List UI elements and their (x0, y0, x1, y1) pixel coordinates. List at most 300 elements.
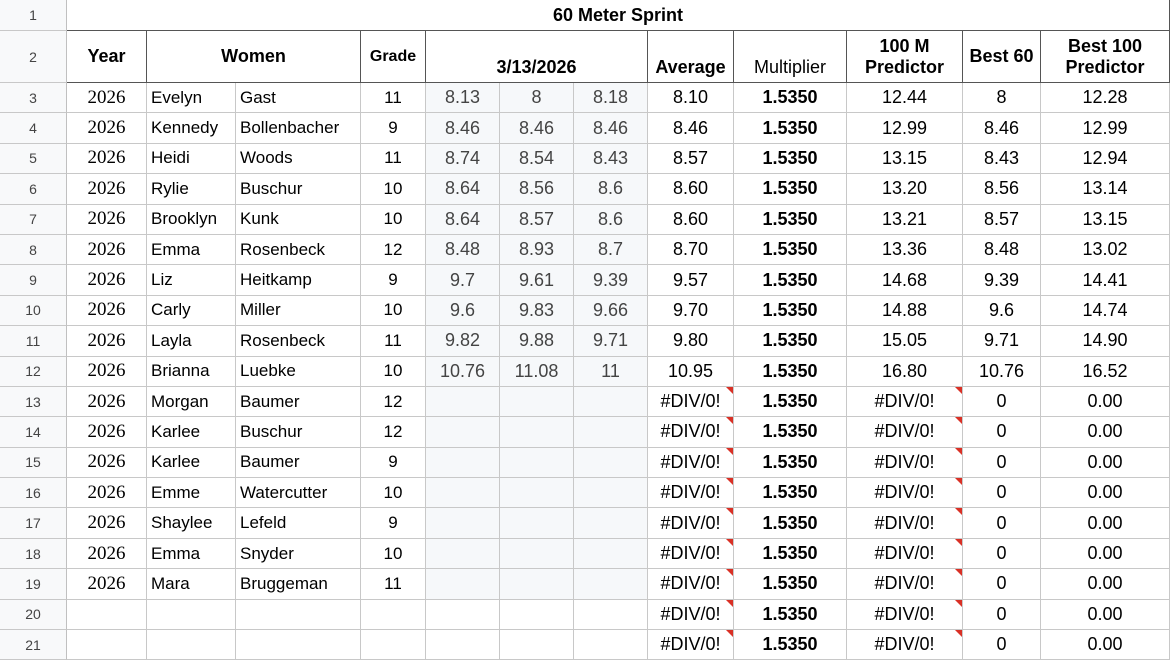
grade-cell[interactable] (361, 326, 426, 356)
first-name-cell[interactable] (147, 478, 236, 508)
trial-1-cell[interactable] (426, 205, 500, 235)
first-name-cell[interactable] (147, 600, 236, 630)
grade-cell[interactable] (361, 417, 426, 447)
multiplier-cell[interactable] (734, 600, 847, 630)
last-name-cell-value: Heitkamp (240, 270, 312, 290)
trial-3-cell[interactable] (574, 113, 648, 143)
first-name-cell[interactable] (147, 265, 236, 295)
grade-cell[interactable] (361, 387, 426, 417)
best-100-cell[interactable] (1041, 265, 1170, 295)
predictor-cell[interactable] (847, 113, 963, 143)
best-100-cell-value: 0.00 (1087, 512, 1123, 533)
multiplier-cell[interactable] (734, 357, 847, 387)
grade-cell[interactable] (361, 265, 426, 295)
predictor-cell[interactable] (847, 83, 963, 113)
predictor-cell[interactable] (847, 417, 963, 447)
first-name-cell[interactable] (147, 174, 236, 204)
error-flag-icon[interactable] (955, 539, 962, 546)
last-name-cell[interactable] (236, 539, 361, 569)
error-flag-icon[interactable] (726, 508, 733, 515)
last-name-cell[interactable] (236, 357, 361, 387)
average-cell[interactable] (648, 357, 734, 387)
trial-1-cell[interactable] (426, 539, 500, 569)
trial-1-cell[interactable] (426, 600, 500, 630)
average-cell[interactable] (648, 113, 734, 143)
row-header[interactable]: 17 (0, 508, 67, 538)
trial-3-cell[interactable] (574, 478, 648, 508)
predictor-cell[interactable] (847, 326, 963, 356)
trial-2-cell[interactable] (500, 630, 574, 660)
first-name-cell[interactable] (147, 235, 236, 265)
year-cell[interactable] (67, 600, 147, 630)
best-100-cell[interactable] (1041, 235, 1170, 265)
best-60-cell[interactable] (963, 357, 1041, 387)
multiplier-cell-value: 1.5350 (762, 269, 818, 290)
multiplier-cell[interactable] (734, 508, 847, 538)
first-name-cell[interactable] (147, 113, 236, 143)
trial-3-cell[interactable] (574, 235, 648, 265)
trial-2-cell[interactable] (500, 508, 574, 538)
year-cell[interactable] (67, 326, 147, 356)
year-cell-value: 2026 (87, 238, 126, 260)
row-header[interactable]: 1 (0, 0, 67, 31)
first-name-cell[interactable] (147, 387, 236, 417)
first-name-cell[interactable] (147, 539, 236, 569)
trial-2-cell[interactable] (500, 205, 574, 235)
average-cell[interactable] (648, 387, 734, 417)
error-flag-icon[interactable] (955, 508, 962, 515)
best-100-cell[interactable] (1041, 296, 1170, 326)
best-60-cell[interactable] (963, 144, 1041, 174)
best-60-cell-value: 0 (996, 603, 1007, 624)
trial-3-cell[interactable] (574, 83, 648, 113)
first-name-cell[interactable] (147, 630, 236, 660)
grade-cell-value: 9 (388, 118, 398, 138)
trial-3-cell[interactable] (574, 174, 648, 204)
year-cell[interactable] (67, 448, 147, 478)
multiplier-cell[interactable] (734, 235, 847, 265)
trial-3-cell[interactable] (574, 417, 648, 447)
row-header[interactable]: 12 (0, 357, 67, 387)
row-header[interactable]: 20 (0, 600, 67, 630)
best-100-cell[interactable] (1041, 478, 1170, 508)
header-women[interactable]: Women (147, 31, 361, 83)
multiplier-cell[interactable] (734, 265, 847, 295)
header-grade[interactable]: Grade (361, 31, 426, 83)
best-100-cell[interactable] (1041, 508, 1170, 538)
error-flag-icon[interactable] (955, 387, 962, 394)
predictor-cell[interactable] (847, 508, 963, 538)
best-60-cell[interactable] (963, 265, 1041, 295)
best-100-cell[interactable] (1041, 113, 1170, 143)
first-name-cell[interactable] (147, 448, 236, 478)
average-cell[interactable] (648, 448, 734, 478)
grade-cell[interactable] (361, 113, 426, 143)
trial-2-cell[interactable] (500, 265, 574, 295)
error-flag-icon[interactable] (955, 600, 962, 607)
best-100-cell[interactable] (1041, 174, 1170, 204)
trial-3-cell[interactable] (574, 600, 648, 630)
year-cell[interactable] (67, 235, 147, 265)
first-name-cell[interactable] (147, 417, 236, 447)
last-name-cell[interactable] (236, 569, 361, 599)
multiplier-cell[interactable] (734, 113, 847, 143)
best-100-cell[interactable] (1041, 569, 1170, 599)
trial-2-cell[interactable] (500, 539, 574, 569)
trial-1-cell[interactable] (426, 113, 500, 143)
predictor-cell[interactable] (847, 387, 963, 417)
predictor-cell[interactable] (847, 205, 963, 235)
trial-1-cell[interactable] (426, 265, 500, 295)
average-cell[interactable] (648, 235, 734, 265)
grade-cell[interactable] (361, 296, 426, 326)
row-header[interactable]: 2 (0, 31, 67, 83)
multiplier-cell[interactable] (734, 296, 847, 326)
error-flag-icon[interactable] (955, 569, 962, 576)
trial-2-cell-value: 9.83 (518, 299, 555, 320)
trial-3-cell[interactable] (574, 448, 648, 478)
last-name-cell[interactable] (236, 508, 361, 538)
error-flag-icon[interactable] (726, 478, 733, 485)
predictor-cell[interactable] (847, 265, 963, 295)
best-60-cell[interactable] (963, 417, 1041, 447)
grade-cell[interactable] (361, 448, 426, 478)
error-flag-icon[interactable] (726, 569, 733, 576)
first-name-cell[interactable] (147, 83, 236, 113)
best-100-cell[interactable] (1041, 144, 1170, 174)
last-name-cell[interactable] (236, 600, 361, 630)
year-cell[interactable] (67, 387, 147, 417)
average-cell[interactable] (648, 508, 734, 538)
average-cell-value: #DIV/0! (660, 634, 721, 655)
last-name-cell[interactable] (236, 448, 361, 478)
trial-1-cell[interactable] (426, 387, 500, 417)
trial-2-cell[interactable] (500, 83, 574, 113)
year-cell[interactable] (67, 539, 147, 569)
trial-1-cell[interactable] (426, 478, 500, 508)
average-cell[interactable] (648, 569, 734, 599)
row-header[interactable]: 18 (0, 539, 67, 569)
trial-2-cell[interactable] (500, 478, 574, 508)
best-60-cell[interactable] (963, 539, 1041, 569)
year-cell[interactable] (67, 113, 147, 143)
trial-2-cell[interactable] (500, 448, 574, 478)
error-flag-icon[interactable] (726, 387, 733, 394)
row-header[interactable]: 15 (0, 448, 67, 478)
multiplier-cell[interactable] (734, 417, 847, 447)
grade-cell[interactable] (361, 235, 426, 265)
trial-2-cell[interactable] (500, 235, 574, 265)
year-cell[interactable] (67, 508, 147, 538)
trial-2-cell[interactable] (500, 113, 574, 143)
predictor-cell[interactable] (847, 357, 963, 387)
error-flag-icon[interactable] (726, 448, 733, 455)
year-cell[interactable] (67, 265, 147, 295)
last-name-cell[interactable] (236, 387, 361, 417)
trial-2-cell[interactable] (500, 417, 574, 447)
average-cell[interactable] (648, 205, 734, 235)
header-average[interactable]: Average (648, 31, 734, 83)
last-name-cell[interactable] (236, 265, 361, 295)
multiplier-cell[interactable] (734, 144, 847, 174)
grade-cell[interactable] (361, 83, 426, 113)
last-name-cell-value: Woods (240, 148, 293, 168)
trial-1-cell[interactable] (426, 235, 500, 265)
trial-3-cell[interactable] (574, 357, 648, 387)
predictor-cell[interactable] (847, 478, 963, 508)
trial-2-cell[interactable] (500, 600, 574, 630)
best-60-cell[interactable] (963, 478, 1041, 508)
table-row (0, 357, 1170, 387)
grade-cell[interactable] (361, 569, 426, 599)
trial-2-cell[interactable] (500, 569, 574, 599)
error-flag-icon[interactable] (726, 630, 733, 637)
multiplier-cell[interactable] (734, 539, 847, 569)
last-name-cell[interactable] (236, 326, 361, 356)
year-cell[interactable] (67, 357, 147, 387)
header-date[interactable]: 3/13/2026 (426, 31, 648, 83)
last-name-cell[interactable] (236, 296, 361, 326)
trial-3-cell[interactable] (574, 296, 648, 326)
row-header[interactable]: 3 (0, 83, 67, 113)
average-cell[interactable] (648, 296, 734, 326)
first-name-cell[interactable] (147, 326, 236, 356)
row-header[interactable]: 7 (0, 205, 67, 235)
predictor-cell[interactable] (847, 144, 963, 174)
first-name-cell[interactable] (147, 569, 236, 599)
average-cell[interactable] (648, 144, 734, 174)
multiplier-cell-value: 1.5350 (762, 147, 818, 168)
average-cell[interactable] (648, 478, 734, 508)
best-100-cell[interactable] (1041, 630, 1170, 660)
trial-3-cell[interactable] (574, 569, 648, 599)
multiplier-cell[interactable] (734, 630, 847, 660)
trial-1-cell[interactable] (426, 326, 500, 356)
predictor-cell[interactable] (847, 174, 963, 204)
table-row (0, 539, 1170, 569)
row-header[interactable]: 5 (0, 144, 67, 174)
best-100-cell-value: 0.00 (1087, 391, 1123, 412)
best-100-cell[interactable] (1041, 205, 1170, 235)
best-60-cell[interactable] (963, 569, 1041, 599)
trial-1-cell[interactable] (426, 357, 500, 387)
row-header[interactable]: 19 (0, 569, 67, 599)
trial-3-cell[interactable] (574, 205, 648, 235)
year-cell[interactable] (67, 569, 147, 599)
best-60-cell[interactable] (963, 83, 1041, 113)
average-cell[interactable] (648, 83, 734, 113)
trial-2-cell[interactable] (500, 144, 574, 174)
error-flag-icon[interactable] (955, 630, 962, 637)
last-name-cell[interactable] (236, 83, 361, 113)
best-100-cell-value: 0.00 (1087, 421, 1123, 442)
error-flag-icon[interactable] (955, 448, 962, 455)
error-flag-icon[interactable] (726, 600, 733, 607)
trial-1-cell[interactable] (426, 569, 500, 599)
best-100-cell[interactable] (1041, 417, 1170, 447)
trial-1-cell[interactable] (426, 296, 500, 326)
multiplier-cell-value: 1.5350 (762, 512, 818, 533)
last-name-cell[interactable] (236, 417, 361, 447)
grade-cell[interactable] (361, 508, 426, 538)
sheet-title[interactable]: 60 Meter Sprint (67, 0, 1170, 31)
trial-3-cell[interactable] (574, 539, 648, 569)
grade-cell[interactable] (361, 630, 426, 660)
best-60-cell[interactable] (963, 296, 1041, 326)
best-60-cell[interactable] (963, 113, 1041, 143)
trial-1-cell[interactable] (426, 83, 500, 113)
row-header[interactable]: 6 (0, 174, 67, 204)
best-100-cell[interactable] (1041, 539, 1170, 569)
first-name-cell[interactable] (147, 205, 236, 235)
multiplier-cell[interactable] (734, 478, 847, 508)
multiplier-cell[interactable] (734, 326, 847, 356)
header-best-100-line2: Predictor (1065, 56, 1145, 77)
year-cell[interactable] (67, 144, 147, 174)
predictor-cell[interactable] (847, 569, 963, 599)
average-cell[interactable] (648, 417, 734, 447)
trial-1-cell[interactable] (426, 144, 500, 174)
trial-3-cell[interactable] (574, 508, 648, 538)
best-60-cell[interactable] (963, 600, 1041, 630)
header-100m-predictor[interactable] (847, 31, 963, 83)
row-header[interactable]: 11 (0, 326, 67, 356)
year-cell[interactable] (67, 205, 147, 235)
first-name-cell-value: Emma (151, 543, 201, 563)
year-cell[interactable] (67, 174, 147, 204)
best-60-cell[interactable] (963, 235, 1041, 265)
multiplier-cell[interactable] (734, 387, 847, 417)
average-cell[interactable] (648, 600, 734, 630)
best-100-cell[interactable] (1041, 448, 1170, 478)
best-60-cell[interactable] (963, 387, 1041, 417)
trial-2-cell[interactable] (500, 357, 574, 387)
last-name-cell[interactable] (236, 630, 361, 660)
grade-cell[interactable] (361, 357, 426, 387)
trial-3-cell[interactable] (574, 630, 648, 660)
first-name-cell[interactable] (147, 296, 236, 326)
multiplier-cell[interactable] (734, 569, 847, 599)
first-name-cell[interactable] (147, 144, 236, 174)
row-header[interactable]: 21 (0, 630, 67, 660)
best-60-cell[interactable] (963, 508, 1041, 538)
best-100-cell[interactable] (1041, 387, 1170, 417)
error-flag-icon[interactable] (955, 417, 962, 424)
average-cell[interactable] (648, 174, 734, 204)
last-name-cell[interactable] (236, 478, 361, 508)
last-name-cell[interactable] (236, 205, 361, 235)
predictor-cell[interactable] (847, 630, 963, 660)
trial-1-cell[interactable] (426, 508, 500, 538)
first-name-cell[interactable] (147, 508, 236, 538)
average-cell[interactable] (648, 265, 734, 295)
year-cell[interactable] (67, 630, 147, 660)
best-100-cell[interactable] (1041, 600, 1170, 630)
trial-1-cell[interactable] (426, 417, 500, 447)
best-60-cell[interactable] (963, 326, 1041, 356)
year-cell[interactable] (67, 417, 147, 447)
multiplier-cell[interactable] (734, 205, 847, 235)
average-cell[interactable] (648, 326, 734, 356)
last-name-cell[interactable] (236, 144, 361, 174)
predictor-cell[interactable] (847, 600, 963, 630)
best-100-cell[interactable] (1041, 326, 1170, 356)
best-60-cell[interactable] (963, 448, 1041, 478)
grade-cell[interactable] (361, 539, 426, 569)
grade-cell[interactable] (361, 144, 426, 174)
trial-1-cell-value: 8.64 (444, 178, 481, 199)
trial-2-cell[interactable] (500, 387, 574, 417)
row-header[interactable]: 8 (0, 235, 67, 265)
best-100-cell[interactable] (1041, 357, 1170, 387)
best-60-cell-value: 9.71 (983, 330, 1020, 351)
year-cell[interactable] (67, 296, 147, 326)
row-header[interactable]: 10 (0, 296, 67, 326)
header-best-60[interactable]: Best 60 (963, 31, 1041, 83)
trial-2-cell[interactable] (500, 174, 574, 204)
grade-cell[interactable] (361, 174, 426, 204)
predictor-cell[interactable] (847, 235, 963, 265)
header-best-100-predictor[interactable] (1041, 31, 1170, 83)
first-name-cell[interactable] (147, 357, 236, 387)
last-name-cell[interactable] (236, 113, 361, 143)
grade-cell[interactable] (361, 205, 426, 235)
multiplier-cell[interactable] (734, 83, 847, 113)
header-year[interactable]: Year (67, 31, 147, 83)
row-header[interactable]: 4 (0, 113, 67, 143)
average-cell[interactable] (648, 539, 734, 569)
year-cell[interactable] (67, 83, 147, 113)
year-cell[interactable] (67, 478, 147, 508)
multiplier-cell[interactable] (734, 174, 847, 204)
trial-3-cell[interactable] (574, 326, 648, 356)
grade-cell[interactable] (361, 478, 426, 508)
table-row (0, 478, 1170, 508)
predictor-cell-value: 13.15 (881, 147, 928, 168)
trial-3-cell[interactable] (574, 387, 648, 417)
trial-1-cell[interactable] (426, 174, 500, 204)
best-60-cell[interactable] (963, 205, 1041, 235)
predictor-cell-value: #DIV/0! (874, 603, 935, 624)
error-flag-icon[interactable] (955, 478, 962, 485)
error-flag-icon[interactable] (726, 539, 733, 546)
error-flag-icon[interactable] (726, 417, 733, 424)
predictor-cell[interactable] (847, 539, 963, 569)
trial-2-cell[interactable] (500, 326, 574, 356)
grade-cell[interactable] (361, 600, 426, 630)
trial-3-cell[interactable] (574, 144, 648, 174)
best-60-cell[interactable] (963, 174, 1041, 204)
row-header[interactable]: 13 (0, 387, 67, 417)
multiplier-cell[interactable] (734, 448, 847, 478)
trial-2-cell[interactable] (500, 296, 574, 326)
predictor-cell[interactable] (847, 296, 963, 326)
header-multiplier[interactable]: Multiplier (734, 31, 847, 83)
trial-3-cell[interactable] (574, 265, 648, 295)
multiplier-cell-value: 1.5350 (762, 421, 818, 442)
trial-1-cell[interactable] (426, 448, 500, 478)
last-name-cell[interactable] (236, 235, 361, 265)
trial-1-cell[interactable] (426, 630, 500, 660)
row-header[interactable]: 14 (0, 417, 67, 447)
predictor-cell[interactable] (847, 448, 963, 478)
row-header[interactable]: 9 (0, 265, 67, 295)
average-cell[interactable] (648, 630, 734, 660)
best-100-cell[interactable] (1041, 83, 1170, 113)
last-name-cell[interactable] (236, 174, 361, 204)
best-60-cell[interactable] (963, 630, 1041, 660)
row-header[interactable]: 16 (0, 478, 67, 508)
